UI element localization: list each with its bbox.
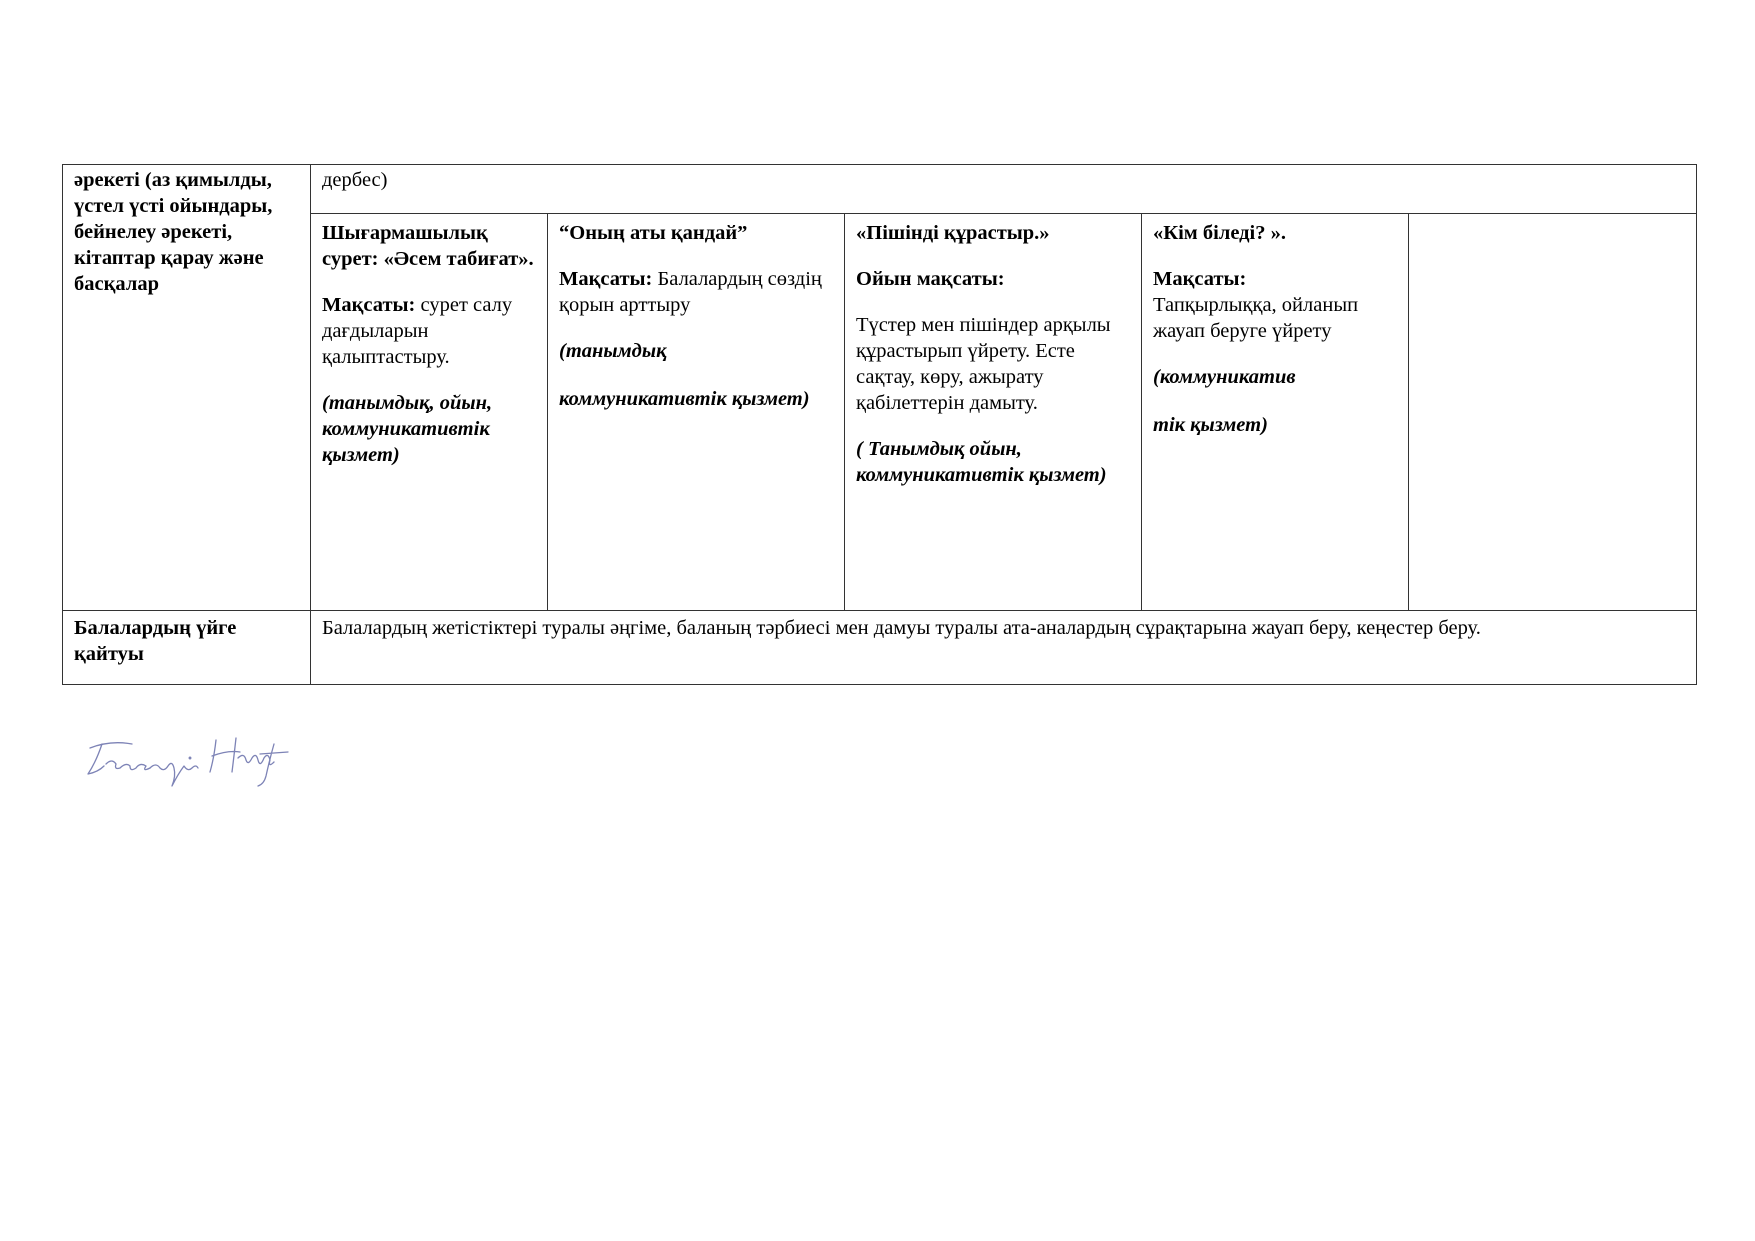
activity-note: ( Танымдық ойын, коммуникативтік қызмет): [856, 438, 1107, 486]
table-row: [63, 165, 1697, 214]
span-text-cell: [311, 165, 1697, 214]
activity-cell-1: [311, 214, 548, 611]
goal-label: Мақсаты:: [322, 294, 416, 316]
activity-note: тік қызмет): [1153, 414, 1268, 436]
going-home-text-cell: [311, 611, 1697, 685]
activity-title: Шығармашылық сурет: «Әсем табиғат».: [322, 222, 534, 270]
going-home-text: Балалардың жетістіктері туралы әңгіме, баланың тәрбиесі мен дамуы туралы ата-аналардың сұрақтарына жауап беру, кеңестер беру.: [322, 617, 1481, 639]
activity-cell-4: [1142, 214, 1409, 611]
plan-table: [62, 164, 1697, 685]
activity-note: (танымдық: [559, 340, 667, 362]
activity-type-cell: [63, 165, 311, 611]
goal-text: Балалардың сөздің қорын арттыру: [559, 268, 822, 316]
handwritten-signature: [80, 728, 300, 792]
activity-title: “Оның аты қандай”: [559, 222, 748, 244]
table-row: [63, 611, 1697, 685]
activity-title: «Кім біледі? ».: [1153, 222, 1286, 244]
activity-note: (танымдық, ойын, коммуникативтік қызмет): [322, 392, 493, 466]
empty-cell: [1409, 214, 1697, 611]
span-text: дербес): [322, 169, 388, 191]
goal-text: Түстер мен пішіндер арқылы құрастырып үйрету. Есте сақтау, көру, ажырату қабілеттерін дамыту.: [856, 314, 1111, 414]
goal-label: Ойын мақсаты:: [856, 268, 1005, 290]
goal-text: Тапқырлыққа, ойланып жауап беруге үйрету: [1153, 294, 1359, 342]
goal-label: Мақсаты:: [1153, 268, 1247, 290]
going-home-label: Балалардың үйге қайтуы: [74, 617, 237, 665]
goal-text: сурет салу дағдыларын қалыптастыру.: [322, 294, 513, 368]
going-home-cell: [63, 611, 311, 685]
activity-cell-3: [845, 214, 1142, 611]
activity-note: (коммуникатив: [1153, 366, 1296, 388]
activity-title: «Пішінді құрастыр.»: [856, 222, 1050, 244]
activity-note: коммуникативтік қызмет): [559, 388, 810, 410]
goal-label: Мақсаты:: [559, 268, 653, 290]
activity-type-label: әрекеті (аз қимылды, үстел үсті ойындары, бейнелеу әрекеті, кітаптар қарау және басқалар: [74, 169, 273, 295]
activity-cell-2: [548, 214, 845, 611]
